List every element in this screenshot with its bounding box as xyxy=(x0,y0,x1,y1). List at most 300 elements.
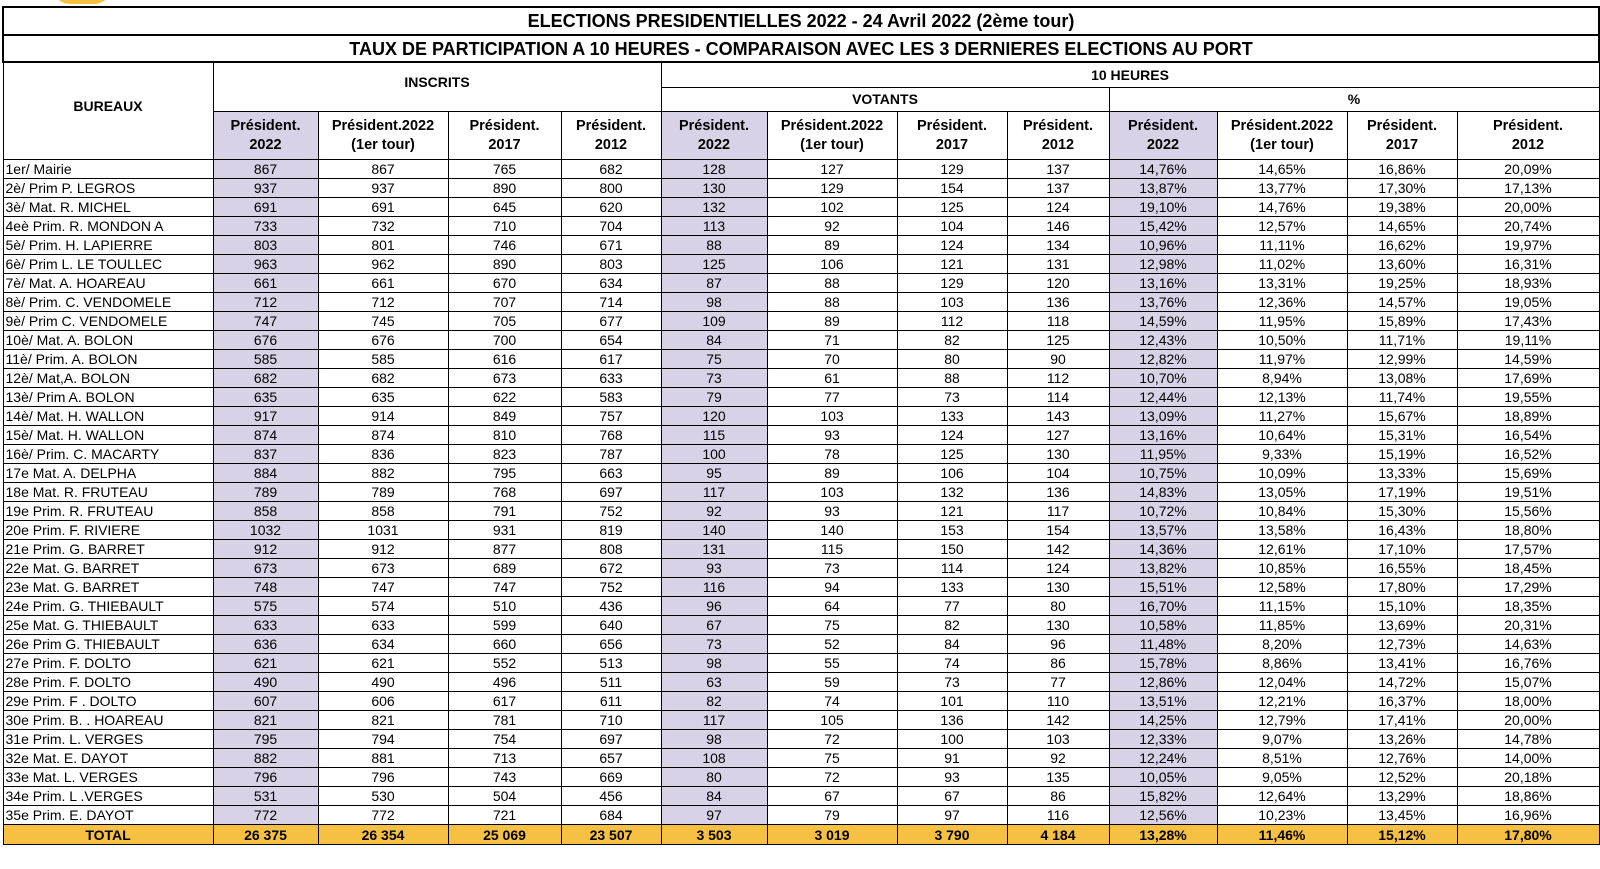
table-cell: 634 xyxy=(318,635,448,654)
table-cell: 17,80% xyxy=(1347,578,1457,597)
table-cell: 15,42% xyxy=(1109,217,1217,236)
table-row xyxy=(3,293,1599,312)
table-cell: 636 xyxy=(213,635,318,654)
table-cell: 136 xyxy=(1007,293,1109,312)
table-cell: 710 xyxy=(561,711,661,730)
table-cell: 14,78% xyxy=(1457,730,1599,749)
table-cell: 12,98% xyxy=(1109,255,1217,274)
table-cell: 17,43% xyxy=(1457,312,1599,331)
percent-header: % xyxy=(1109,87,1599,111)
table-cell: 15,10% xyxy=(1347,597,1457,616)
table-cell: 12,57% xyxy=(1217,217,1347,236)
table-cell: 71 xyxy=(767,331,897,350)
table-cell: 93 xyxy=(767,502,897,521)
table-cell: 16,70% xyxy=(1109,597,1217,616)
table-cell: 70 xyxy=(767,350,897,369)
table-cell: 611 xyxy=(561,692,661,711)
table-cell: 884 xyxy=(213,464,318,483)
table-cell: 19,51% xyxy=(1457,483,1599,502)
table-cell: 79 xyxy=(661,388,767,407)
logo-fragment xyxy=(52,0,112,4)
table-cell: 673 xyxy=(318,559,448,578)
table-row xyxy=(3,654,1599,673)
table-cell: 102 xyxy=(767,198,897,217)
table-row xyxy=(3,692,1599,711)
table-cell: 858 xyxy=(318,502,448,521)
table-cell: 669 xyxy=(561,768,661,787)
table-cell: 645 xyxy=(448,198,561,217)
table-row xyxy=(3,597,1599,616)
table-cell: 18,80% xyxy=(1457,521,1599,540)
table-cell: 87 xyxy=(661,274,767,293)
table-cell: 682 xyxy=(318,369,448,388)
table-cell: 20,74% xyxy=(1457,217,1599,236)
table-cell: 1031 xyxy=(318,521,448,540)
table-cell: 963 xyxy=(213,255,318,274)
total-label: TOTAL xyxy=(3,825,213,845)
table-cell: 18,00% xyxy=(1457,692,1599,711)
table-cell: 10,23% xyxy=(1217,806,1347,825)
table-cell: 10,09% xyxy=(1217,464,1347,483)
table-cell: 14,57% xyxy=(1347,293,1457,312)
table-cell: 12,43% xyxy=(1109,331,1217,350)
table-cell: 745 xyxy=(318,312,448,331)
table-cell: 12,73% xyxy=(1347,635,1457,654)
table-cell: 114 xyxy=(897,559,1007,578)
table-cell: 765 xyxy=(448,160,561,179)
table-cell: 490 xyxy=(213,673,318,692)
table-cell: 819 xyxy=(561,521,661,540)
table-cell: 656 xyxy=(561,635,661,654)
table-cell: 714 xyxy=(561,293,661,312)
bureau-name-cell: 15è/ Mat. H. WALLON xyxy=(3,426,213,445)
table-cell: 104 xyxy=(1007,464,1109,483)
table-cell: 118 xyxy=(1007,312,1109,331)
table-cell: 13,69% xyxy=(1347,616,1457,635)
total-cell: 26 375 xyxy=(213,825,318,845)
table-cell: 867 xyxy=(213,160,318,179)
bureau-name-cell: 24e Prim. G. THIEBAULT xyxy=(3,597,213,616)
table-row xyxy=(3,388,1599,407)
table-cell: 633 xyxy=(561,369,661,388)
table-cell: 757 xyxy=(561,407,661,426)
bureau-name-cell: 22e Mat. G. BARRET xyxy=(3,559,213,578)
table-cell: 13,29% xyxy=(1347,787,1457,806)
table-cell: 72 xyxy=(767,768,897,787)
table-cell: 890 xyxy=(448,255,561,274)
table-cell: 88 xyxy=(897,369,1007,388)
table-cell: 130 xyxy=(1007,578,1109,597)
table-cell: 795 xyxy=(448,464,561,483)
table-cell: 14,76% xyxy=(1217,198,1347,217)
bureau-name-cell: 6è/ Prim L. LE TOULLEC xyxy=(3,255,213,274)
table-cell: 620 xyxy=(561,198,661,217)
bureau-name-cell: 20e Prim. F. RIVIERE xyxy=(3,521,213,540)
table-cell: 13,77% xyxy=(1217,179,1347,198)
column-header: Président. 2012 xyxy=(1457,112,1599,160)
bureau-name-cell: 30e Prim. B. . HOAREAU xyxy=(3,711,213,730)
table-cell: 712 xyxy=(213,293,318,312)
table-cell: 154 xyxy=(897,179,1007,198)
table-cell: 748 xyxy=(213,578,318,597)
table-cell: 803 xyxy=(561,255,661,274)
table-cell: 13,26% xyxy=(1347,730,1457,749)
table-cell: 14,00% xyxy=(1457,749,1599,768)
table-row xyxy=(3,540,1599,559)
table-cell: 13,09% xyxy=(1109,407,1217,426)
bureau-name-cell: 17e Mat. A. DELPHA xyxy=(3,464,213,483)
table-cell: 132 xyxy=(897,483,1007,502)
table-cell: 16,96% xyxy=(1457,806,1599,825)
table-cell: 100 xyxy=(661,445,767,464)
table-cell: 15,30% xyxy=(1347,502,1457,521)
table-cell: 937 xyxy=(213,179,318,198)
table-cell: 136 xyxy=(897,711,1007,730)
table-cell: 77 xyxy=(1007,673,1109,692)
table-cell: 67 xyxy=(897,787,1007,806)
table-row xyxy=(3,369,1599,388)
table-cell: 13,76% xyxy=(1109,293,1217,312)
table-cell: 747 xyxy=(318,578,448,597)
bureau-name-cell: 12è/ Mat,A. BOLON xyxy=(3,369,213,388)
table-cell: 93 xyxy=(897,768,1007,787)
column-header: Président. 2017 xyxy=(897,112,1007,160)
table-cell: 661 xyxy=(318,274,448,293)
bureau-name-cell: 4eè Prim. R. MONDON A xyxy=(3,217,213,236)
table-cell: 789 xyxy=(318,483,448,502)
table-cell: 78 xyxy=(767,445,897,464)
table-cell: 130 xyxy=(1007,445,1109,464)
table-cell: 13,51% xyxy=(1109,692,1217,711)
table-row xyxy=(3,160,1599,179)
table-row xyxy=(3,312,1599,331)
bureau-name-cell: 13è/ Prim A. BOLON xyxy=(3,388,213,407)
table-cell: 912 xyxy=(213,540,318,559)
table-cell: 622 xyxy=(448,388,561,407)
table-cell: 721 xyxy=(448,806,561,825)
table-cell: 121 xyxy=(897,255,1007,274)
table-cell: 16,43% xyxy=(1347,521,1457,540)
table-cell: 746 xyxy=(448,236,561,255)
table-cell: 100 xyxy=(897,730,1007,749)
table-cell: 10,75% xyxy=(1109,464,1217,483)
table-cell: 11,71% xyxy=(1347,331,1457,350)
table-cell: 496 xyxy=(448,673,561,692)
table-cell: 109 xyxy=(661,312,767,331)
table-cell: 772 xyxy=(213,806,318,825)
table-cell: 137 xyxy=(1007,179,1109,198)
table-cell: 79 xyxy=(767,806,897,825)
table-cell: 146 xyxy=(1007,217,1109,236)
table-cell: 15,89% xyxy=(1347,312,1457,331)
table-cell: 9,05% xyxy=(1217,768,1347,787)
table-cell: 16,54% xyxy=(1457,426,1599,445)
table-cell: 663 xyxy=(561,464,661,483)
bureau-name-cell: 8è/ Prim. C. VENDOMELE xyxy=(3,293,213,312)
table-cell: 17,10% xyxy=(1347,540,1457,559)
table-cell: 98 xyxy=(661,654,767,673)
table-cell: 808 xyxy=(561,540,661,559)
table-cell: 931 xyxy=(448,521,561,540)
table-cell: 16,76% xyxy=(1457,654,1599,673)
table-row xyxy=(3,502,1599,521)
table-cell: 86 xyxy=(1007,654,1109,673)
table-cell: 116 xyxy=(1007,806,1109,825)
table-cell: 917 xyxy=(213,407,318,426)
table-row xyxy=(3,179,1599,198)
bureau-name-cell: 32e Mat. E. DAYOT xyxy=(3,749,213,768)
table-cell: 11,74% xyxy=(1347,388,1457,407)
table-cell: 82 xyxy=(897,616,1007,635)
table-cell: 140 xyxy=(767,521,897,540)
table-cell: 14,72% xyxy=(1347,673,1457,692)
table-cell: 73 xyxy=(661,635,767,654)
table-cell: 17,69% xyxy=(1457,369,1599,388)
table-cell: 125 xyxy=(897,198,1007,217)
total-cell: 26 354 xyxy=(318,825,448,845)
table-cell: 12,21% xyxy=(1217,692,1347,711)
bureau-name-cell: 27e Prim. F. DOLTO xyxy=(3,654,213,673)
table-cell: 849 xyxy=(448,407,561,426)
table-cell: 821 xyxy=(213,711,318,730)
table-cell: 12,04% xyxy=(1217,673,1347,692)
table-cell: 137 xyxy=(1007,160,1109,179)
table-cell: 672 xyxy=(561,559,661,578)
table-cell: 617 xyxy=(561,350,661,369)
table-cell: 96 xyxy=(1007,635,1109,654)
table-cell: 11,97% xyxy=(1217,350,1347,369)
table-row xyxy=(3,407,1599,426)
table-cell: 12,58% xyxy=(1217,578,1347,597)
table-cell: 791 xyxy=(448,502,561,521)
bureau-name-cell: 14è/ Mat. H. WALLON xyxy=(3,407,213,426)
table-cell: 92 xyxy=(661,502,767,521)
table-cell: 88 xyxy=(767,274,897,293)
table-cell: 133 xyxy=(897,578,1007,597)
table-cell: 127 xyxy=(767,160,897,179)
table-cell: 115 xyxy=(661,426,767,445)
table-cell: 15,51% xyxy=(1109,578,1217,597)
table-cell: 19,10% xyxy=(1109,198,1217,217)
table-cell: 15,19% xyxy=(1347,445,1457,464)
document-title: ELECTIONS PRESIDENTIELLES 2022 - 24 Avril 2022 (2ème tour) xyxy=(3,7,1599,35)
table-cell: 110 xyxy=(1007,692,1109,711)
table-cell: 88 xyxy=(767,293,897,312)
table-cell: 747 xyxy=(213,312,318,331)
bureau-name-cell: 33e Mat. L. VERGES xyxy=(3,768,213,787)
table-row xyxy=(3,768,1599,787)
table-cell: 89 xyxy=(767,312,897,331)
table-cell: 836 xyxy=(318,445,448,464)
table-cell: 877 xyxy=(448,540,561,559)
table-cell: 121 xyxy=(897,502,1007,521)
table-cell: 16,55% xyxy=(1347,559,1457,578)
table-cell: 114 xyxy=(1007,388,1109,407)
table-cell: 11,85% xyxy=(1217,616,1347,635)
table-cell: 673 xyxy=(448,369,561,388)
total-cell: 11,46% xyxy=(1217,825,1347,845)
table-cell: 13,87% xyxy=(1109,179,1217,198)
table-cell: 61 xyxy=(767,369,897,388)
table-row xyxy=(3,350,1599,369)
table-row xyxy=(3,635,1599,654)
table-cell: 104 xyxy=(897,217,1007,236)
participation-table xyxy=(2,6,1600,845)
table-cell: 11,11% xyxy=(1217,236,1347,255)
bureau-name-cell: 19e Prim. R. FRUTEAU xyxy=(3,502,213,521)
table-cell: 84 xyxy=(897,635,1007,654)
total-cell: 4 184 xyxy=(1007,825,1109,845)
table-cell: 15,31% xyxy=(1347,426,1457,445)
table-cell: 52 xyxy=(767,635,897,654)
table-cell: 103 xyxy=(767,407,897,426)
bureau-name-cell: 35e Prim. E. DAYOT xyxy=(3,806,213,825)
column-subheaders xyxy=(3,112,1599,160)
column-header: Président.2022 (1er tour) xyxy=(767,112,897,160)
table-cell: 18,93% xyxy=(1457,274,1599,293)
table-cell: 153 xyxy=(897,521,1007,540)
table-cell: 131 xyxy=(661,540,767,559)
table-cell: 14,83% xyxy=(1109,483,1217,502)
table-cell: 12,61% xyxy=(1217,540,1347,559)
table-cell: 95 xyxy=(661,464,767,483)
table-cell: 106 xyxy=(767,255,897,274)
table-cell: 821 xyxy=(318,711,448,730)
table-cell: 12,33% xyxy=(1109,730,1217,749)
table-cell: 14,63% xyxy=(1457,635,1599,654)
table-row xyxy=(3,217,1599,236)
bureau-name-cell: 23e Mat. G. BARRET xyxy=(3,578,213,597)
bureau-name-cell: 3è/ Mat. R. MICHEL xyxy=(3,198,213,217)
table-cell: 15,82% xyxy=(1109,787,1217,806)
table-cell: 670 xyxy=(448,274,561,293)
total-cell: 15,12% xyxy=(1347,825,1457,845)
table-cell: 12,13% xyxy=(1217,388,1347,407)
table-cell: 98 xyxy=(661,730,767,749)
table-cell: 12,52% xyxy=(1347,768,1457,787)
table-cell: 92 xyxy=(1007,749,1109,768)
table-cell: 11,27% xyxy=(1217,407,1347,426)
table-cell: 937 xyxy=(318,179,448,198)
table-cell: 13,41% xyxy=(1347,654,1457,673)
table-cell: 676 xyxy=(318,331,448,350)
table-row xyxy=(3,559,1599,578)
table-cell: 73 xyxy=(897,388,1007,407)
table-cell: 14,76% xyxy=(1109,160,1217,179)
bureau-name-cell: 5è/ Prim. H. LAPIERRE xyxy=(3,236,213,255)
total-cell: 3 503 xyxy=(661,825,767,845)
table-cell: 691 xyxy=(318,198,448,217)
table-cell: 733 xyxy=(213,217,318,236)
bureau-name-cell: 16è/ Prim. C. MACARTY xyxy=(3,445,213,464)
table-cell: 15,67% xyxy=(1347,407,1457,426)
table-cell: 129 xyxy=(767,179,897,198)
table-cell: 837 xyxy=(213,445,318,464)
bureau-name-cell: 34e Prim. L .VERGES xyxy=(3,787,213,806)
table-cell: 10,70% xyxy=(1109,369,1217,388)
table-cell: 117 xyxy=(661,483,767,502)
table-cell: 677 xyxy=(561,312,661,331)
table-cell: 11,48% xyxy=(1109,635,1217,654)
table-cell: 125 xyxy=(1007,331,1109,350)
table-cell: 13,16% xyxy=(1109,426,1217,445)
table-cell: 15,78% xyxy=(1109,654,1217,673)
table-cell: 732 xyxy=(318,217,448,236)
table-cell: 113 xyxy=(661,217,767,236)
bureau-name-cell: 18e Mat. R. FRUTEAU xyxy=(3,483,213,502)
table-cell: 88 xyxy=(661,236,767,255)
table-cell: 684 xyxy=(561,806,661,825)
table-cell: 17,19% xyxy=(1347,483,1457,502)
table-row xyxy=(3,749,1599,768)
bureau-name-cell: 11è/ Prim. A. BOLON xyxy=(3,350,213,369)
table-cell: 881 xyxy=(318,749,448,768)
participation-table-sheet xyxy=(2,6,1598,845)
table-cell: 93 xyxy=(661,559,767,578)
table-cell: 661 xyxy=(213,274,318,293)
table-cell: 134 xyxy=(1007,236,1109,255)
table-cell: 9,33% xyxy=(1217,445,1347,464)
table-cell: 19,97% xyxy=(1457,236,1599,255)
table-cell: 697 xyxy=(561,730,661,749)
table-cell: 16,62% xyxy=(1347,236,1457,255)
total-cell: 13,28% xyxy=(1109,825,1217,845)
table-cell: 12,56% xyxy=(1109,806,1217,825)
table-cell: 8,20% xyxy=(1217,635,1347,654)
table-cell: 707 xyxy=(448,293,561,312)
table-cell: 10,84% xyxy=(1217,502,1347,521)
table-cell: 585 xyxy=(213,350,318,369)
table-cell: 80 xyxy=(897,350,1007,369)
table-cell: 691 xyxy=(213,198,318,217)
table-cell: 682 xyxy=(561,160,661,179)
table-cell: 125 xyxy=(661,255,767,274)
table-cell: 92 xyxy=(767,217,897,236)
table-cell: 754 xyxy=(448,730,561,749)
table-cell: 13,16% xyxy=(1109,274,1217,293)
table-cell: 20,18% xyxy=(1457,768,1599,787)
table-cell: 142 xyxy=(1007,540,1109,559)
table-cell: 94 xyxy=(767,578,897,597)
table-cell: 13,08% xyxy=(1347,369,1457,388)
table-cell: 671 xyxy=(561,236,661,255)
table-cell: 10,58% xyxy=(1109,616,1217,635)
column-header: Président. 2022 xyxy=(213,112,318,160)
table-cell: 124 xyxy=(1007,559,1109,578)
column-header: Président.2022 (1er tour) xyxy=(1217,112,1347,160)
table-cell: 633 xyxy=(213,616,318,635)
table-cell: 781 xyxy=(448,711,561,730)
table-cell: 84 xyxy=(661,331,767,350)
table-cell: 616 xyxy=(448,350,561,369)
table-cell: 456 xyxy=(561,787,661,806)
bureau-name-cell: 1er/ Mairie xyxy=(3,160,213,179)
table-cell: 143 xyxy=(1007,407,1109,426)
table-cell: 98 xyxy=(661,293,767,312)
table-cell: 796 xyxy=(318,768,448,787)
table-cell: 84 xyxy=(661,787,767,806)
table-cell: 794 xyxy=(318,730,448,749)
bureau-name-cell: 21e Prim. G. BARRET xyxy=(3,540,213,559)
table-cell: 93 xyxy=(767,426,897,445)
table-cell: 12,79% xyxy=(1217,711,1347,730)
total-cell: 25 069 xyxy=(448,825,561,845)
table-cell: 73 xyxy=(897,673,1007,692)
table-cell: 75 xyxy=(767,749,897,768)
table-cell: 13,31% xyxy=(1217,274,1347,293)
table-cell: 59 xyxy=(767,673,897,692)
table-cell: 125 xyxy=(897,445,1007,464)
